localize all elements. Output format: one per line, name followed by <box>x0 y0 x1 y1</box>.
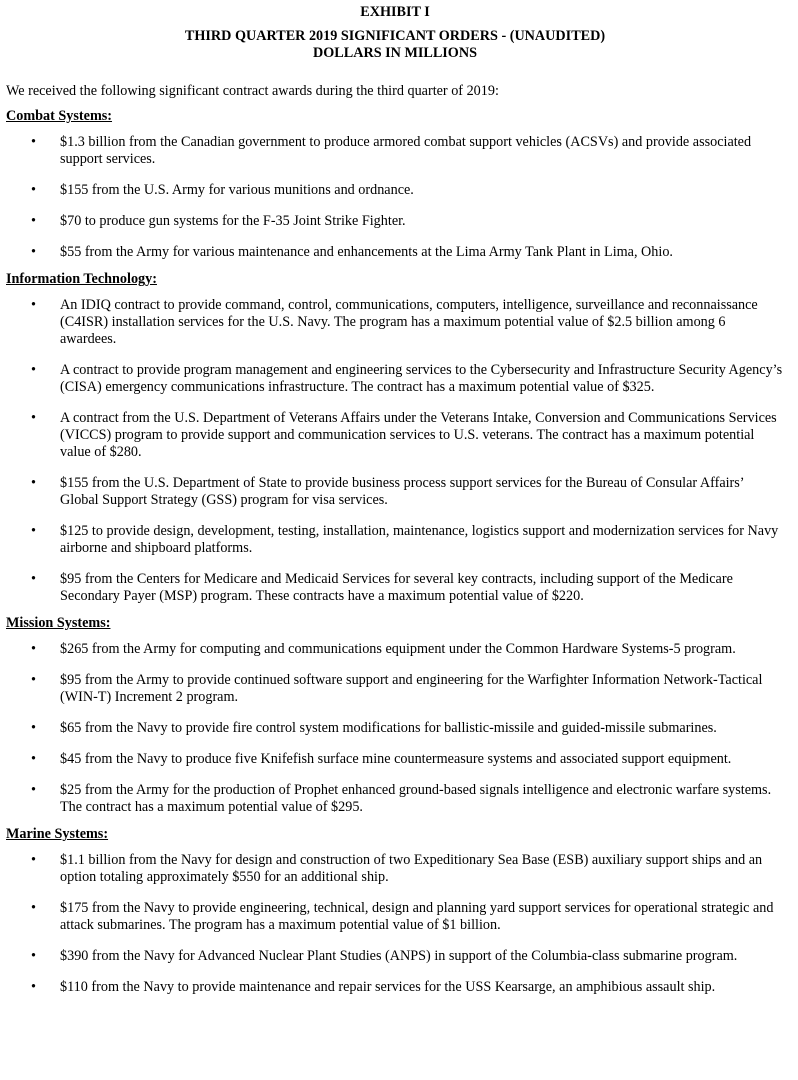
bullet-icon: • <box>31 979 36 995</box>
list-item <box>6 900 784 934</box>
list-item-text: $70 to produce gun systems for the F-35 Joint Strike Fighter. <box>60 213 406 229</box>
bullet-icon: • <box>31 362 36 378</box>
order-list <box>6 641 784 816</box>
bullet-icon: • <box>31 751 36 767</box>
bullet-icon: • <box>31 900 36 916</box>
section-combat-systems <box>6 108 784 261</box>
bullet-icon: • <box>31 672 36 688</box>
list-item <box>6 523 784 557</box>
list-item-text: $95 from the Army to provide continued software support and engineering for the Warfighter Information Network-Tactical (WIN-T) Increment 2 program. <box>60 672 763 705</box>
list-item <box>6 362 784 396</box>
bullet-icon: • <box>31 244 36 260</box>
section-heading: Information Technology: <box>6 271 157 287</box>
bullet-icon: • <box>31 852 36 868</box>
order-list <box>6 297 784 605</box>
list-item <box>6 782 784 816</box>
list-item-text: A contract to provide program management and engineering services to the Cybersecurity and Infrastructure Security Agency’s (CISA) emergency communications infrastructure. The contract has a maximum potential value of $325. <box>60 362 783 395</box>
list-item-text: $45 from the Navy to produce five Knifefish surface mine countermeasure systems and associated support equipment. <box>60 751 732 767</box>
section-heading: Marine Systems: <box>6 826 109 842</box>
bullet-icon: • <box>31 571 36 587</box>
exhibit-label: EXHIBIT I <box>360 4 430 20</box>
bullet-icon: • <box>31 720 36 736</box>
order-list <box>6 134 784 261</box>
list-item <box>6 852 784 886</box>
section-heading: Mission Systems: <box>6 615 111 631</box>
list-item <box>6 641 784 658</box>
list-item <box>6 672 784 706</box>
list-item <box>6 571 784 605</box>
bullet-icon: • <box>31 782 36 798</box>
report-subtitle: DOLLARS IN MILLIONS <box>313 45 477 61</box>
bullet-icon: • <box>31 641 36 657</box>
list-item-text: $125 to provide design, development, testing, installation, maintenance, logistics support and modernization services for Navy airborne and shipboard platforms. <box>60 523 779 556</box>
bullet-icon: • <box>31 297 36 313</box>
section-heading: Combat Systems: <box>6 108 113 124</box>
section-mission-systems <box>6 615 784 816</box>
bullet-icon: • <box>31 523 36 539</box>
list-item-text: $95 from the Centers for Medicare and Medicaid Services for several key contracts, including support of the Medicare Secondary Payer (MSP) program. These contracts have a maximum potential value of $220. <box>60 571 733 604</box>
bullet-icon: • <box>31 182 36 198</box>
bullet-icon: • <box>31 475 36 491</box>
intro-paragraph: We received the following significant contract awards during the third quarter of 2019: <box>6 83 499 99</box>
list-item-text: $55 from the Army for various maintenance and enhancements at the Lima Army Tank Plant in Lima, Ohio. <box>60 244 673 260</box>
list-item-text: $155 from the U.S. Department of State to provide business process support services for the Bureau of Consular Affairs’ Global Support Strategy (GSS) program for visa services. <box>60 475 744 508</box>
list-item <box>6 182 784 199</box>
list-item-text: $155 from the U.S. Army for various munitions and ordnance. <box>60 182 414 198</box>
list-item <box>6 979 784 996</box>
list-item <box>6 134 784 168</box>
bullet-icon: • <box>31 410 36 426</box>
list-item-text: $265 from the Army for computing and communications equipment under the Common Hardware Systems-5 program. <box>60 641 736 657</box>
list-item-text: An IDIQ contract to provide command, control, communications, computers, intelligence, surveillance and reconnaissance (C4ISR) installation services for the U.S. Navy. The program has a maximum potential value of $2.5 billion among 6 awardees. <box>60 297 758 347</box>
list-item <box>6 948 784 965</box>
list-item-text: A contract from the U.S. Department of Veterans Affairs under the Veterans Intake, Conversion and Communications Services (VICCS) program to provide support and communication services to U.S. veterans. The contract has a maximum potential value of $280. <box>60 410 777 460</box>
list-item-text: $65 from the Navy to provide fire control system modifications for ballistic-missile and guided-missile submarines. <box>60 720 717 736</box>
list-item <box>6 213 784 230</box>
section-information-technology <box>6 271 784 605</box>
list-item-text: $110 from the Navy to provide maintenance and repair services for the USS Kearsarge, an amphibious assault ship. <box>60 979 716 995</box>
list-item-text: $175 from the Navy to provide engineering, technical, design and planning yard support services for operational strategic and attack submarines. The program has a maximum potential value of $1 billion. <box>60 900 774 933</box>
order-list <box>6 852 784 996</box>
list-item <box>6 410 784 461</box>
list-item-text: $1.1 billion from the Navy for design and construction of two Expeditionary Sea Base (ESB) auxiliary support ships and an option totaling approximately $550 for an additional ship. <box>60 852 763 885</box>
list-item <box>6 297 784 348</box>
list-item <box>6 244 784 261</box>
list-item <box>6 751 784 768</box>
section-marine-systems <box>6 826 784 996</box>
report-title: THIRD QUARTER 2019 SIGNIFICANT ORDERS - (UNAUDITED) <box>184 28 606 44</box>
list-item-text: $390 from the Navy for Advanced Nuclear Plant Studies (ANPS) in support of the Columbia-class submarine program. <box>60 948 738 964</box>
list-item <box>6 720 784 737</box>
list-item-text: $25 from the Army for the production of Prophet enhanced ground-based signals intelligence and electronic warfare systems. The contract has a maximum potential value of $295. <box>60 782 772 815</box>
bullet-icon: • <box>31 948 36 964</box>
bullet-icon: • <box>31 134 36 150</box>
list-item <box>6 475 784 509</box>
list-item-text: $1.3 billion from the Canadian government to produce armored combat support vehicles (ACSVs) and provide associated support services. <box>60 134 752 167</box>
bullet-icon: • <box>31 213 36 229</box>
